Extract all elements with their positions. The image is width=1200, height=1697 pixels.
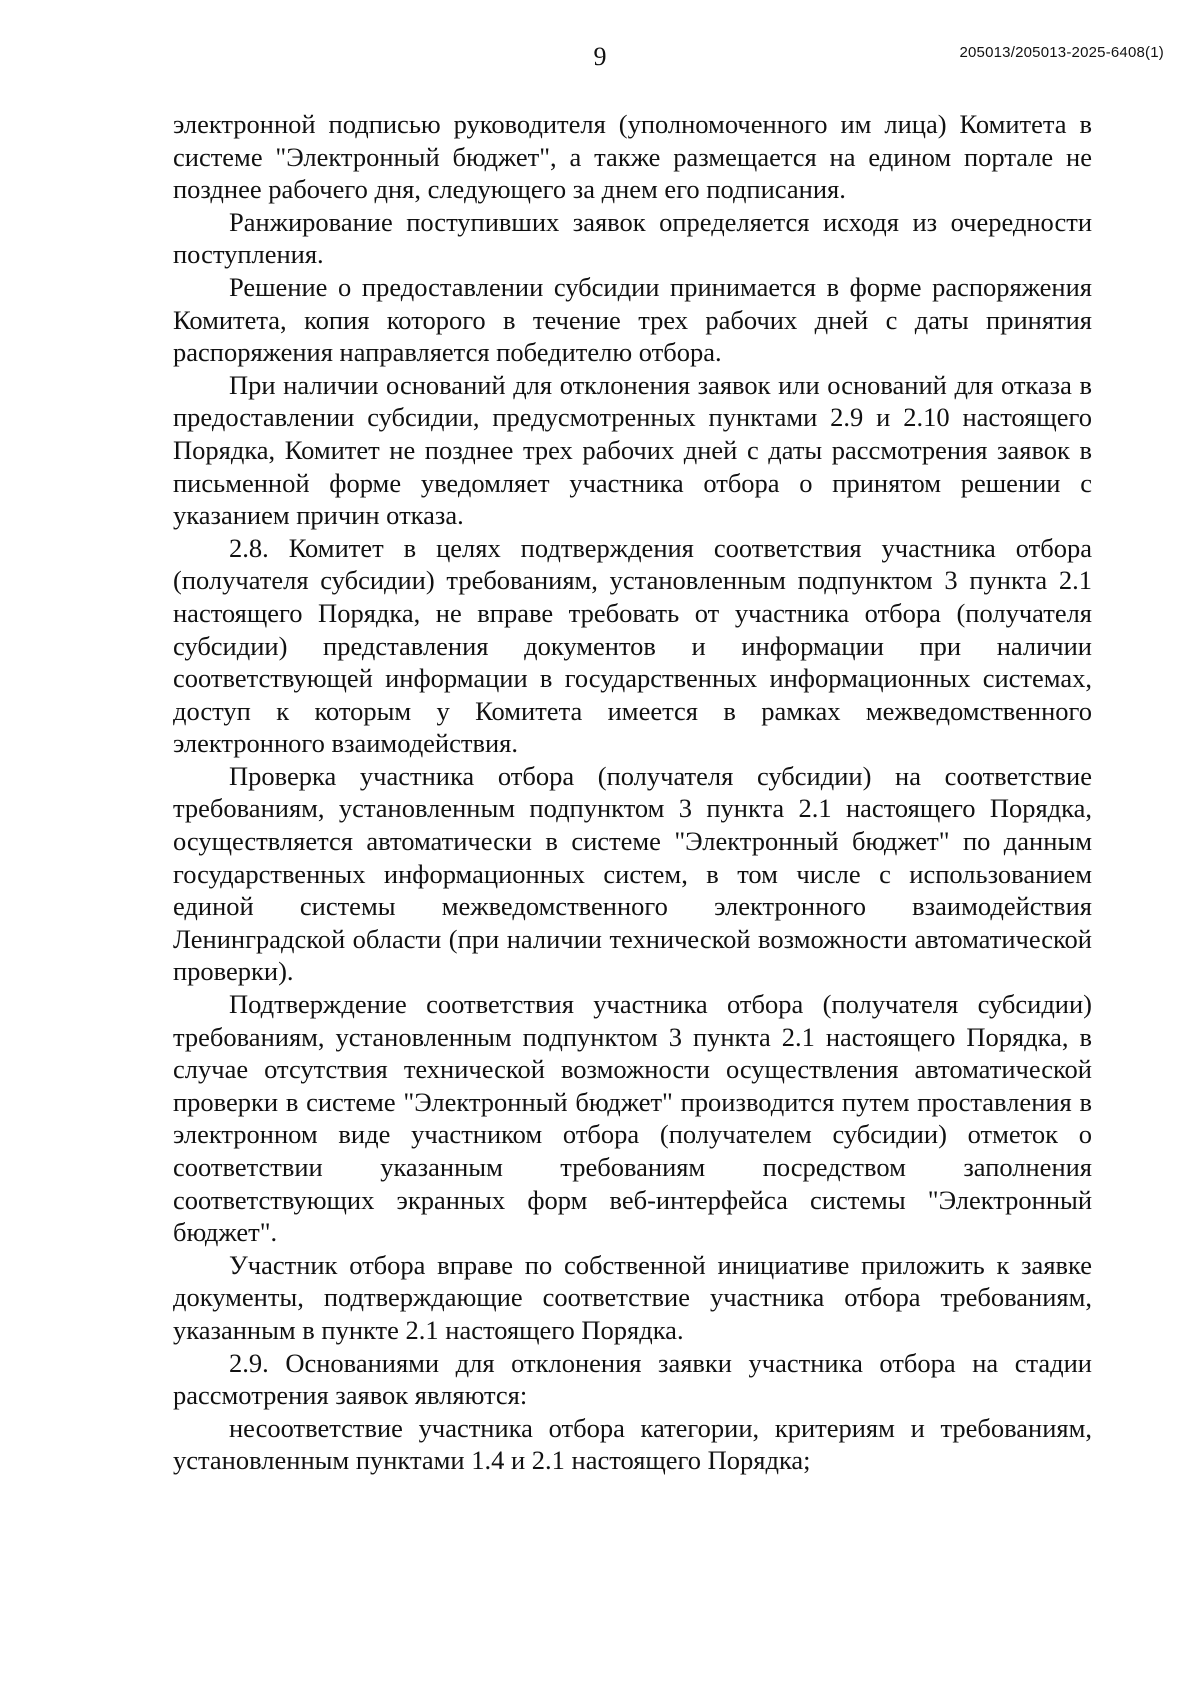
document-body [173, 108, 1092, 1477]
paragraph-2-9: 2.9. Основаниями для отклонения заявки участника отбора на стадии рассмотрения заявок являются: [173, 1347, 1092, 1411]
paragraph-ranking: Ранжирование поступивших заявок определяется исходя из очередности поступления. [173, 206, 1092, 270]
paragraph-2-8: 2.8. Комитет в целях подтверждения соответствия участника отбора (получателя субсидии) требованиям, установленным подпунктом 3 пункта 2.1 настоящего Порядка, не вправе требовать от участника отбора (получателя субсидии) представления документов и информации при наличии соответствующей информации в государственных информационных системах, доступ к которым у Комитета имеется в рамках межведомственного электронного взаимодействия. [173, 532, 1092, 759]
page-number: 9 [593, 42, 607, 71]
paragraph-signature-publication: электронной подписью руководителя (уполномоченного им лица) Комитета в системе "Электронный бюджет", а также размещается на едином портале не позднее рабочего дня, следующего за днем его подписания. [173, 109, 1092, 205]
paragraph-subsidy-decision: Решение о предоставлении субсидии принимается в форме распоряжения Комитета, копия которого в течение трех рабочих дней с даты принятия распоряжения направляется победителю отбора. [173, 271, 1092, 368]
paragraph-optional-documents: Участник отбора вправе по собственной инициативе приложить к заявке документы, подтверждающие соответствие участника отбора требованиям, указанным в пункте 2.1 настоящего Порядка. [173, 1249, 1092, 1345]
document-id: 205013/205013-2025-6408(1) [959, 44, 1164, 61]
paragraph-rejection-ground-1: несоответствие участника отбора категории, критериям и требованиям, установленным пунктами 1.4 и 2.1 настоящего Порядка; [173, 1412, 1092, 1476]
paragraph-rejection-notice: При наличии оснований для отклонения заявок или оснований для отказа в предоставлении субсидии, предусмотренных пунктами 2.9 и 2.10 настоящего Порядка, Комитет не позднее трех рабочих дней с даты рассмотрения заявок в письменной форме уведомляет участника отбора о принятом решении с указанием причин отказа. [173, 369, 1092, 531]
paragraph-manual-confirmation: Подтверждение соответствия участника отбора (получателя субсидии) требованиям, установленным подпунктом 3 пункта 2.1 настоящего Порядка, в случае отсутствия технической возможности осуществления автоматической проверки в системе "Электронный бюджет" производится путем проставления в электронном виде участником отбора (получателем субсидии) отметок о соответствии указанным требованиям посредством заполнения соответствующих экранных форм веб-интерфейса системы "Электронный бюджет". [173, 989, 1092, 1248]
paragraph-automatic-check: Проверка участника отбора (получателя субсидии) на соответствие требованиям, установленным подпунктом 3 пункта 2.1 настоящего Порядка, осуществляется автоматически в системе "Электронный бюджет" по данным государственных информационных систем, в том числе с использованием единой системы межведомственного электронного взаимодействия Ленинградской области (при наличии технической возможности автоматической проверки). [173, 760, 1092, 987]
